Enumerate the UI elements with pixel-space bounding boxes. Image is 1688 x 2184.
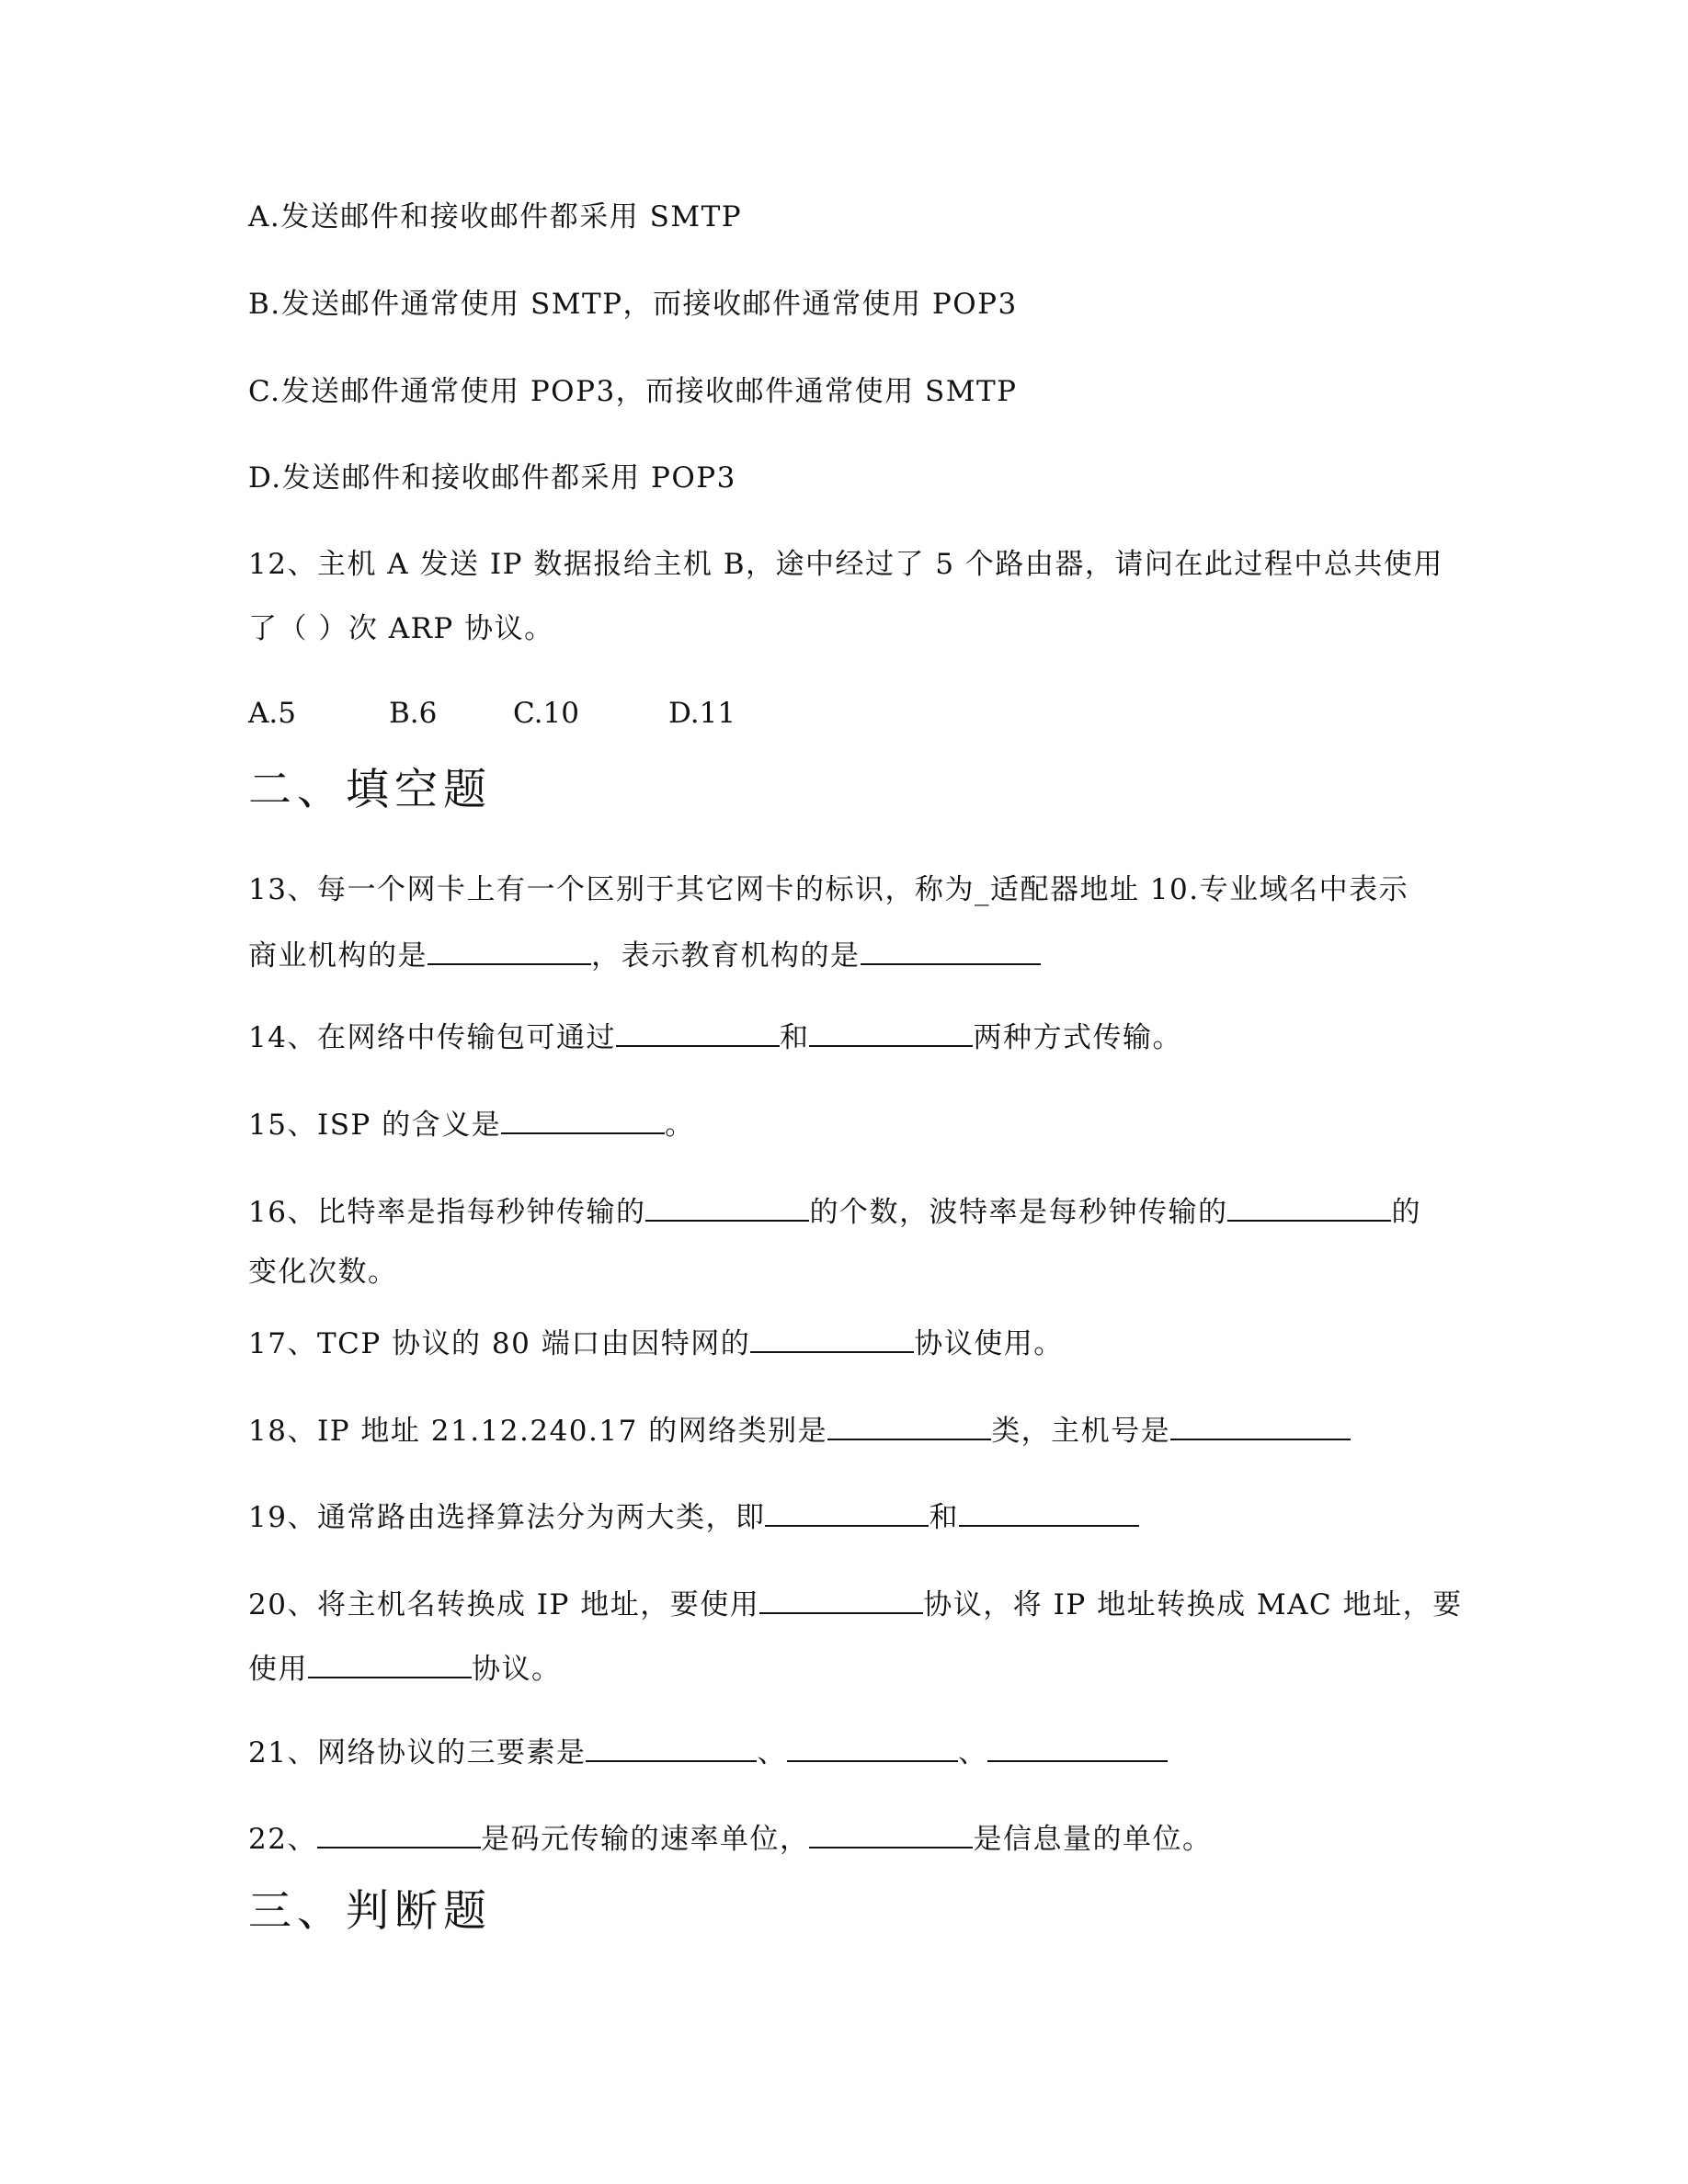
q16-text-a: 16、比特率是指每秒钟传输的 (248, 1196, 646, 1229)
q13-text-b: ，表示教育机构的是 (591, 939, 861, 973)
q15-line (248, 1105, 695, 1143)
q12-option-a: A.5 (248, 697, 296, 730)
section-2-title: 二、填空题 (248, 765, 492, 815)
q14-text-b: 和 (779, 1021, 810, 1054)
q20-blank-1 (759, 1585, 923, 1614)
q16-blank-2 (1227, 1192, 1391, 1222)
q20-text-d: 协议。 (472, 1653, 562, 1686)
q16-blank-1 (645, 1192, 809, 1222)
q20-blank-2 (308, 1649, 472, 1678)
q22-text-a: 22、 (248, 1823, 317, 1856)
q21-blank-2 (787, 1733, 958, 1762)
q13-line-2 (248, 936, 1041, 974)
q13-blank-2 (861, 936, 1041, 965)
q15-text-a: 15、ISP 的含义是 (248, 1109, 502, 1142)
q14-text-c: 两种方式传输。 (973, 1021, 1182, 1054)
q22-text-b: 是码元传输的速率单位， (480, 1823, 810, 1856)
q20-text-b: 协议，将 IP 地址转换成 MAC 地址，要 (923, 1588, 1463, 1621)
q19-line (248, 1497, 1139, 1536)
q17-text-a: 17、TCP 协议的 80 端口由因特网的 (248, 1327, 751, 1360)
q13-line-1: 13、每一个网卡上有一个区别于其它网卡的标识，称为_适配器地址 10.专业域名中表示 (248, 873, 1409, 906)
q20-text-c: 使用 (248, 1653, 308, 1686)
q22-blank-2 (809, 1819, 973, 1848)
q13-text-a: 商业机构的是 (248, 939, 428, 973)
q14-line (248, 1018, 1182, 1056)
q21-sep-1: 、 (757, 1736, 787, 1769)
q14-blank-1 (616, 1018, 780, 1047)
q22-text-c: 是信息量的单位。 (973, 1823, 1213, 1856)
q18-text-b: 类，主机号是 (991, 1415, 1171, 1448)
q21-text-a: 21、网络协议的三要素是 (248, 1736, 587, 1769)
q22-blank-1 (317, 1819, 481, 1848)
q15-blank (501, 1105, 665, 1134)
q12-line-2: 了（ ）次 ARP 协议。 (248, 612, 554, 645)
q18-line (248, 1411, 1351, 1450)
q21-line (248, 1733, 1168, 1771)
q12-line-1: 12、主机 A 发送 IP 数据报给主机 B，途中经过了 5 个路由器，请问在此过程中总共使用 (248, 548, 1443, 581)
q21-blank-3 (987, 1733, 1168, 1762)
q19-text-b: 和 (929, 1501, 959, 1534)
q18-blank-2 (1170, 1411, 1351, 1440)
q11-option-d: D.发送邮件和接收邮件都采用 POP3 (248, 461, 736, 495)
q11-option-b: B.发送邮件通常使用 SMTP，而接收邮件通常使用 POP3 (248, 288, 1018, 321)
q13-blank-1 (428, 936, 591, 965)
q21-sep-2: 、 (957, 1736, 988, 1769)
q11-option-c: C.发送邮件通常使用 POP3，而接收邮件通常使用 SMTP (248, 375, 1018, 408)
q16-line-2: 变化次数。 (248, 1256, 398, 1289)
section-3-title: 三、判断题 (248, 1886, 492, 1937)
q18-text-a: 18、IP 地址 21.12.240.17 的网络类别是 (248, 1415, 828, 1448)
q12-option-c: C.10 (513, 697, 579, 730)
q17-text-b: 协议使用。 (914, 1327, 1064, 1360)
q20-line-1 (248, 1585, 1463, 1623)
q14-text-a: 14、在网络中传输包可通过 (248, 1021, 616, 1054)
q17-blank (750, 1324, 914, 1353)
q18-blank-1 (827, 1411, 991, 1440)
q15-text-b: 。 (665, 1109, 695, 1142)
q19-blank-1 (765, 1497, 929, 1527)
q16-text-b: 的个数，波特率是每秒钟传输的 (809, 1196, 1228, 1229)
q12-option-b: B.6 (389, 697, 438, 730)
q11-option-a: A.发送邮件和接收邮件都采用 SMTP (248, 200, 743, 233)
q20-text-a: 20、将主机名转换成 IP 地址，要使用 (248, 1588, 760, 1621)
q21-blank-1 (586, 1733, 757, 1762)
q12-option-d: D.11 (668, 697, 736, 730)
q20-line-2 (248, 1649, 562, 1688)
q19-text-a: 19、通常路由选择算法分为两大类，即 (248, 1501, 766, 1534)
q22-line (248, 1819, 1212, 1858)
q16-text-c: 的 (1391, 1196, 1421, 1229)
q17-line (248, 1324, 1064, 1362)
q16-line-1 (248, 1192, 1421, 1231)
q19-blank-2 (959, 1497, 1139, 1527)
q14-blank-2 (809, 1018, 973, 1047)
